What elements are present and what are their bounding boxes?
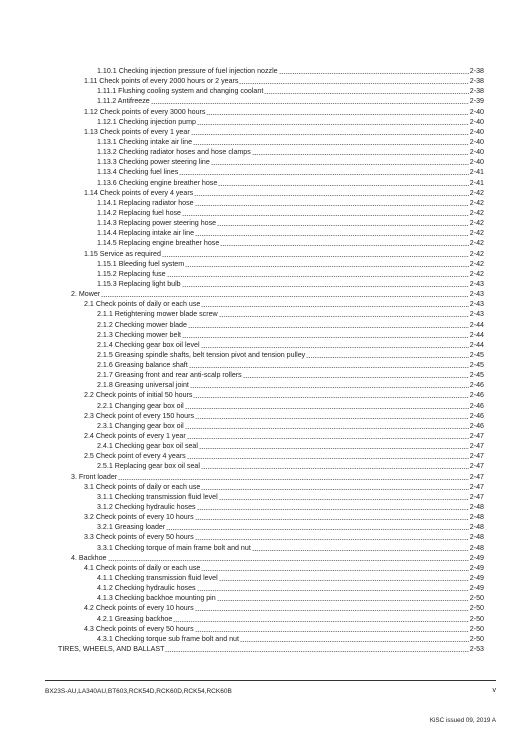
toc-entry-page: 2-53 — [469, 644, 484, 653]
toc-entry[interactable] — [84, 127, 484, 137]
dot-leader — [243, 377, 469, 378]
toc-entry-page: 2-48 — [469, 533, 484, 542]
toc-entry[interactable] — [84, 76, 484, 86]
dot-leader — [217, 600, 469, 601]
toc-entry[interactable] — [97, 522, 484, 532]
toc-entry[interactable] — [84, 390, 484, 400]
toc-entry-page: 2-49 — [469, 574, 484, 582]
toc-entry-title: TIRES, WHEELS, AND BALLAST — [58, 644, 165, 653]
dot-leader — [185, 428, 469, 429]
dot-leader — [239, 83, 468, 84]
toc-entry[interactable] — [84, 532, 484, 542]
toc-entry-title: 1.14 Check points of every 4 years — [84, 188, 194, 197]
toc-entry-title: 1.14.1 Replacing radiator hose — [97, 198, 194, 207]
dot-leader — [185, 266, 469, 267]
toc-entry-title: 1.13.2 Checking radiator hoses and hose clamps — [97, 148, 251, 157]
toc-entry-title: 1.14.2 Replacing fuel hose — [97, 208, 182, 217]
dot-leader — [197, 509, 469, 510]
toc-entry-title: 2.5.1 Replacing gear box oil seal — [97, 462, 200, 471]
toc-entry-title: 4.2 Check points of every 10 hours — [84, 604, 194, 613]
toc-entry-page: 2-47 — [469, 432, 484, 441]
toc-entry-page: 2-47 — [469, 442, 484, 451]
toc-entry-page: 2-42 — [469, 259, 484, 268]
dot-leader — [193, 397, 468, 398]
dot-leader — [182, 215, 469, 216]
toc-entry-title: 1.10.1 Checking injection pressure of fuel injection nozzle — [97, 67, 278, 75]
toc-entry-title: 2.5 Check point of every 4 years — [84, 452, 186, 461]
toc-entry[interactable] — [97, 157, 484, 167]
toc-entry-title: 2.1.1 Retightening mower blade screw — [97, 310, 218, 319]
toc-entry-title: 1.15.1 Bleeding fuel system — [97, 259, 185, 268]
toc-entry-page: 2-43 — [469, 279, 484, 288]
toc-entry-page: 2-41 — [469, 178, 484, 187]
toc-entry[interactable] — [84, 603, 484, 613]
toc-entry-page: 2-41 — [469, 168, 484, 177]
footer-models: BX23S-AU,LA340AU,BT603,RCK54D,RCK60D,RCK54,RCK60B — [45, 688, 232, 695]
toc-entry-title: 2. Mower — [71, 290, 101, 299]
toc-entry-title: 1.14.4 Replacing intake air line — [97, 229, 195, 238]
toc-entry[interactable] — [84, 451, 484, 461]
dot-leader — [306, 357, 469, 358]
toc-entry[interactable] — [97, 96, 484, 106]
toc-entry[interactable] — [97, 178, 484, 188]
toc-entry[interactable] — [97, 117, 484, 127]
toc-entry-page: 2-40 — [469, 158, 484, 167]
toc-entry-title: 1.14.3 Replacing power steering hose — [97, 219, 217, 228]
dot-leader — [201, 570, 468, 571]
toc-entry-title: 2.2.1 Changing gear box oil — [97, 401, 184, 410]
toc-entry-page: 2-38 — [469, 87, 484, 96]
dot-leader — [191, 134, 469, 135]
toc-entry-title: 4.2.1 Greasing backhoe — [97, 614, 173, 623]
toc-entry-page: 2-42 — [469, 239, 484, 248]
dot-leader — [182, 286, 469, 287]
toc-entry-page: 2-43 — [469, 310, 484, 319]
toc-entry-title: 4.1.1 Checking transmission fluid level — [97, 574, 218, 582]
toc-entry-page: 2-40 — [469, 137, 484, 146]
toc-entry-page: 2-46 — [469, 391, 484, 400]
toc-entry[interactable] — [97, 279, 484, 289]
toc-entry[interactable] — [97, 360, 484, 370]
toc-entry-title: 3.1 Check points of daily or each use — [84, 482, 201, 491]
toc-entry[interactable] — [97, 380, 484, 390]
toc-entry[interactable] — [84, 482, 484, 492]
toc-entry-page: 2-44 — [469, 330, 484, 339]
toc-entry-title: 1.14.5 Replacing engine breather hose — [97, 239, 220, 248]
toc-entry[interactable] — [97, 218, 484, 228]
toc-entry-title: 2.4 Check points of every 1 year — [84, 432, 186, 441]
dot-leader — [173, 621, 468, 622]
dot-leader — [211, 164, 469, 165]
toc-entry-title: 1.15.3 Replacing light bulb — [97, 279, 181, 288]
dot-leader — [219, 499, 469, 500]
dot-leader — [195, 205, 469, 206]
toc-entry-title: 2.1 Check points of daily or each use — [84, 300, 201, 309]
toc-entry-page: 2-44 — [469, 340, 484, 349]
toc-entry-page: 2-40 — [469, 107, 484, 116]
toc-entry[interactable] — [97, 583, 484, 593]
toc-entry[interactable] — [97, 350, 484, 360]
toc-entry-page: 2-46 — [469, 421, 484, 430]
dot-leader — [197, 124, 469, 125]
dot-leader — [195, 539, 469, 540]
dot-leader — [167, 276, 469, 277]
toc-entry-page: 2-42 — [469, 188, 484, 197]
toc-entry-title: 2.1.6 Greasing balance shaft — [97, 361, 188, 370]
toc-entry-title: 1.12 Check points of every 3000 hours — [84, 107, 206, 116]
toc-entry-page: 2-48 — [469, 523, 484, 532]
dot-leader — [195, 610, 469, 611]
dot-leader — [108, 560, 469, 561]
toc-entry-page: 2-48 — [469, 503, 484, 512]
toc-entry-title: 2.1.7 Greasing front and rear anti-scalp rollers — [97, 371, 242, 380]
dot-leader — [193, 144, 469, 145]
dot-leader — [264, 93, 469, 94]
toc-entry-page: 2-42 — [469, 249, 484, 258]
toc-entry[interactable] — [97, 238, 484, 248]
dot-leader — [190, 387, 469, 388]
toc-entry[interactable] — [97, 370, 484, 380]
toc-entry[interactable] — [84, 431, 484, 441]
toc-entry[interactable] — [84, 299, 484, 309]
toc-entry-page: 2-38 — [469, 67, 484, 75]
toc-entry[interactable] — [97, 208, 484, 218]
toc-entry[interactable] — [97, 198, 484, 208]
toc-entry[interactable] — [97, 86, 484, 96]
toc-entry-page: 2-50 — [469, 634, 484, 643]
toc-entry[interactable] — [97, 147, 484, 157]
toc-entry-page: 2-40 — [469, 117, 484, 126]
toc-entry-title: 3.3.1 Checking torque of main frame bolt and nut — [97, 543, 251, 552]
toc-entry-page: 2-47 — [469, 492, 484, 501]
toc-entry-title: 4.3.1 Checking torque sub frame bolt and nut — [97, 634, 239, 643]
toc-entry-title: 4.1 Check points of daily or each use — [84, 563, 201, 572]
toc-entry-page: 2-49 — [469, 584, 484, 593]
toc-entry[interactable] — [84, 107, 484, 117]
dot-leader — [252, 154, 469, 155]
toc-entry-page: 2-49 — [469, 563, 484, 572]
toc-entry-title: 3.1.2 Checking hydraulic hoses — [97, 503, 196, 512]
dot-leader — [219, 580, 469, 581]
toc-entry-page: 2-47 — [469, 462, 484, 471]
toc-entry[interactable] — [97, 634, 484, 644]
toc-entry[interactable] — [84, 249, 484, 259]
dot-leader — [199, 448, 469, 449]
footer-rule — [45, 680, 496, 681]
toc-entry-title: 1.15.2 Replacing fuse — [97, 269, 166, 278]
toc-entry-title: 1.12.1 Checking injection pump — [97, 117, 196, 126]
toc-entry[interactable] — [97, 421, 484, 431]
toc-entry-page: 2-40 — [469, 127, 484, 136]
dot-leader — [162, 256, 469, 257]
toc-entry[interactable] — [97, 441, 484, 451]
toc-entry-title: 4.3 Check points of every 50 hours — [84, 624, 194, 633]
toc-entry-title: 1.13.4 Checking fuel lines — [97, 168, 179, 177]
toc-entry-title: 3.2.1 Greasing loader — [97, 523, 166, 532]
toc-entry-page: 2-44 — [469, 320, 484, 329]
toc-entry-title: 2.1.4 Checking gear box oil level — [97, 340, 200, 349]
dot-leader — [218, 185, 469, 186]
dot-leader — [187, 458, 469, 459]
dot-leader — [217, 225, 469, 226]
toc-entry-title: 1.13.1 Checking intake air line — [97, 137, 193, 146]
toc-entry-page: 2-42 — [469, 219, 484, 228]
dot-leader — [195, 235, 469, 236]
toc-entry-title: 1.13.6 Checking engine breather hose — [97, 178, 218, 187]
dot-leader — [201, 489, 468, 490]
dot-leader — [179, 174, 469, 175]
toc-entry-title: 2.1.2 Checking mower blade — [97, 320, 187, 329]
dot-leader — [220, 245, 469, 246]
toc-entry-title: 1.11.1 Flushing cooling system and changing coolant — [97, 87, 264, 96]
dot-leader — [279, 73, 469, 74]
toc-entry[interactable] — [97, 269, 484, 279]
dot-leader — [197, 590, 469, 591]
toc-entry[interactable] — [71, 289, 484, 299]
toc-entry-page: 2-49 — [469, 553, 484, 562]
toc-entry[interactable] — [97, 573, 484, 583]
toc-entry-title: 2.4.1 Checking gear box oil seal — [97, 442, 198, 451]
toc-entry-title: 3.2 Check points of every 10 hours — [84, 513, 194, 522]
dot-leader — [189, 367, 469, 368]
dot-leader — [194, 195, 469, 196]
toc-entry-title: 1.11 Check points of every 2000 hours or 2 years — [84, 77, 239, 86]
dot-leader — [166, 529, 469, 530]
dot-leader — [219, 316, 469, 317]
footer-page-number: v — [492, 687, 496, 694]
toc-entry-page: 2-47 — [469, 452, 484, 461]
toc-entry[interactable] — [97, 461, 484, 471]
dot-leader — [101, 296, 469, 297]
toc-entry[interactable] — [58, 644, 484, 654]
toc-entry-page: 2-50 — [469, 614, 484, 623]
dot-leader — [188, 327, 469, 328]
toc-entry-title: 2.3.1 Changing gear box oil — [97, 421, 184, 430]
toc-entry[interactable] — [97, 543, 484, 553]
dot-leader — [201, 347, 469, 348]
toc-entry[interactable] — [97, 228, 484, 238]
toc-entry-page: 2-45 — [469, 361, 484, 370]
toc-entry-page: 2-46 — [469, 381, 484, 390]
toc-entry-page: 2-38 — [469, 77, 484, 86]
toc-entry-title: 1.13 Check points of every 1 year — [84, 127, 190, 136]
dot-leader — [187, 438, 469, 439]
toc-entry-page: 2-48 — [469, 543, 484, 552]
toc-entry[interactable] — [97, 320, 484, 330]
toc-entry-title: 1.13.3 Checking power steering line — [97, 158, 210, 167]
toc-entry-title: 2.1.8 Greasing universal joint — [97, 381, 189, 390]
dot-leader — [201, 468, 469, 469]
toc-entry-page: 2-47 — [469, 482, 484, 491]
toc-entry-page: 2-43 — [469, 300, 484, 309]
toc-entry-page: 2-45 — [469, 371, 484, 380]
dot-leader — [165, 651, 468, 652]
toc-entry[interactable] — [97, 340, 484, 350]
toc-entry[interactable] — [97, 593, 484, 603]
toc-entry-title: 3. Front loader — [71, 472, 118, 481]
dot-leader — [206, 114, 468, 115]
toc-entry-page: 2-50 — [469, 594, 484, 603]
toc-entry-page: 2-46 — [469, 401, 484, 410]
toc-entry-page: 2-42 — [469, 229, 484, 238]
toc-entry-title: 2.2 Check points of initial 50 hours — [84, 391, 193, 400]
toc-entry[interactable] — [84, 411, 484, 421]
toc-entry-title: 4.1.3 Checking backhoe mounting pin — [97, 594, 216, 603]
toc-entry-page: 2-42 — [469, 208, 484, 217]
dot-leader — [151, 103, 469, 104]
toc-entry[interactable] — [97, 614, 484, 624]
toc-entry-page: 2-46 — [469, 411, 484, 420]
toc-entry[interactable] — [97, 66, 484, 76]
toc-entry[interactable] — [97, 259, 484, 269]
toc-entry-page: 2-40 — [469, 148, 484, 157]
toc-entry-page: 2-50 — [469, 624, 484, 633]
toc-entry[interactable] — [97, 167, 484, 177]
dot-leader — [195, 418, 469, 419]
toc-entry-title: 1.11.2 Antifreeze — [97, 97, 150, 106]
toc-entry-page: 2-48 — [469, 513, 484, 522]
dot-leader — [182, 337, 469, 338]
toc-entry-title: 4. Backhoe — [71, 553, 107, 562]
toc-entry[interactable] — [97, 401, 484, 411]
toc-entry-title: 3.3 Check points of every 50 hours — [84, 533, 194, 542]
dot-leader — [195, 519, 469, 520]
toc-entry-title: 2.1.5 Greasing spindle shafts, belt tension pivot and tension pulley — [97, 350, 306, 359]
dot-leader — [185, 408, 469, 409]
dot-leader — [118, 479, 469, 480]
toc-entry-page: 2-43 — [469, 290, 484, 299]
toc-entry[interactable] — [97, 502, 484, 512]
toc-entry[interactable] — [97, 309, 484, 319]
issued-note: KiSC issued 09, 2019 A — [429, 717, 496, 724]
dot-leader — [252, 550, 469, 551]
toc-entry-title: 2.3 Check point of every 150 hours — [84, 411, 195, 420]
toc-entry[interactable] — [97, 137, 484, 147]
toc-entry[interactable] — [84, 624, 484, 634]
toc-entry-page: 2-45 — [469, 350, 484, 359]
dot-leader — [201, 306, 468, 307]
toc-entry-title: 2.1.3 Checking mower belt — [97, 330, 181, 339]
toc-entry-title: 1.15 Service as required — [84, 249, 161, 258]
toc-entry-page: 2-47 — [469, 472, 484, 481]
toc-entry-title: 4.1.2 Checking hydraulic hoses — [97, 584, 196, 593]
toc-entry[interactable] — [84, 563, 484, 573]
dot-leader — [195, 631, 469, 632]
toc-entry[interactable] — [84, 512, 484, 522]
toc-entry[interactable] — [97, 492, 484, 502]
toc-entry[interactable] — [71, 472, 484, 482]
toc-entry-page: 2-39 — [469, 97, 484, 106]
toc-entry-page: 2-50 — [469, 604, 484, 613]
toc-entry-page: 2-42 — [469, 269, 484, 278]
toc-entry[interactable] — [84, 188, 484, 198]
toc-entry[interactable] — [97, 330, 484, 340]
toc-entry-page: 2-42 — [469, 198, 484, 207]
dot-leader — [240, 641, 469, 642]
toc-entry[interactable] — [71, 553, 484, 563]
toc-entry-title: 3.1.1 Checking transmission fluid level — [97, 492, 218, 501]
